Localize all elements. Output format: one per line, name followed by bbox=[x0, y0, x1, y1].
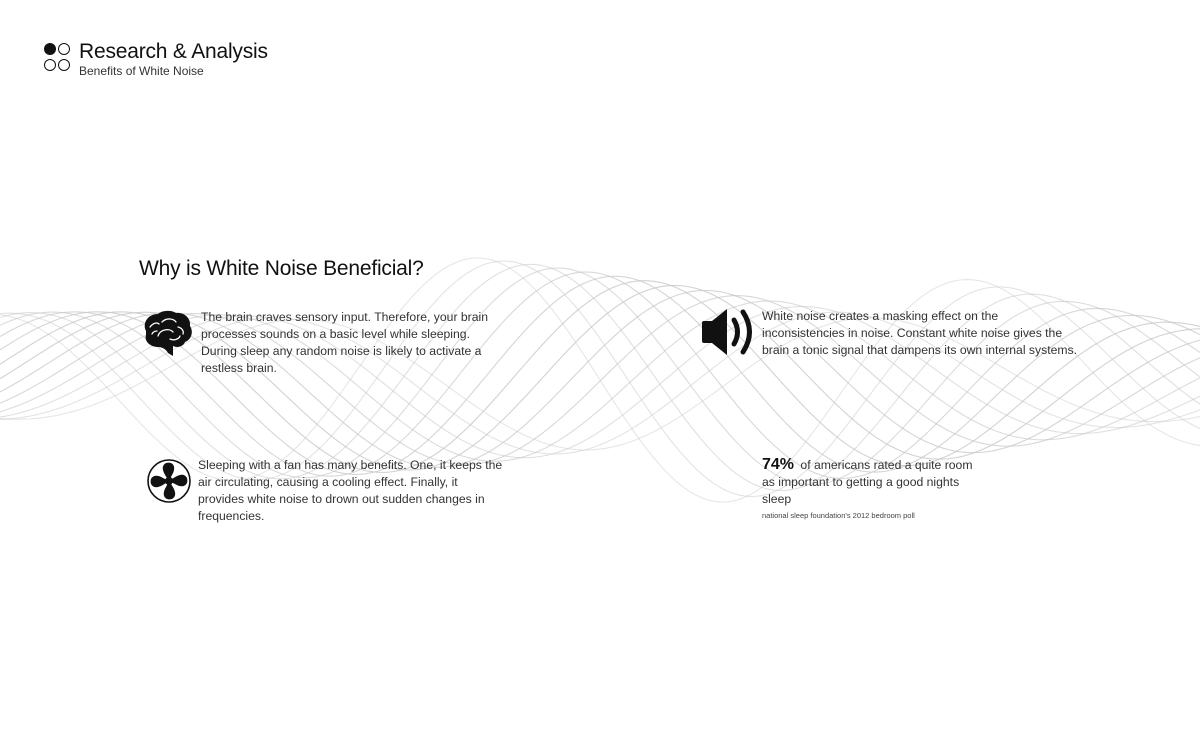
brain-fact-text: The brain craves sensory input. Therefore, your brain processes sounds on a basic level while sleeping. During sleep any random noise is likely to activate a restless brain. bbox=[201, 310, 489, 375]
statistic bbox=[762, 456, 982, 520]
fan-icon bbox=[146, 457, 192, 505]
logo-circles-icon bbox=[44, 43, 74, 75]
speaker-icon bbox=[700, 308, 756, 356]
section-title: Why is White Noise Beneficial? bbox=[139, 257, 424, 280]
brain-fact bbox=[140, 309, 501, 377]
stat-source: national sleep foundation's 2012 bedroom poll bbox=[762, 511, 915, 520]
brain-icon bbox=[140, 309, 194, 359]
speaker-fact-text: White noise creates a masking effect on the inconsistencies in noise. Constant white noise gives the brain a tonic signal that dampens its own internal systems. bbox=[762, 309, 1078, 357]
speaker-fact bbox=[700, 308, 1082, 359]
fan-fact bbox=[146, 457, 503, 525]
fan-fact-text: Sleeping with a fan has many benefits. One, it keeps the air circulating, causing a cooling effect. Finally, it provides white noise to drown out sudden changes in frequencies. bbox=[198, 458, 503, 523]
stat-value: 74% bbox=[762, 456, 795, 473]
header-subtitle: Benefits of White Noise bbox=[79, 64, 204, 78]
header-title: Research & Analysis bbox=[79, 40, 268, 63]
stat-text: of americans rated a quite room as important to getting a good nights sleep bbox=[762, 458, 973, 506]
page-header bbox=[44, 40, 268, 78]
